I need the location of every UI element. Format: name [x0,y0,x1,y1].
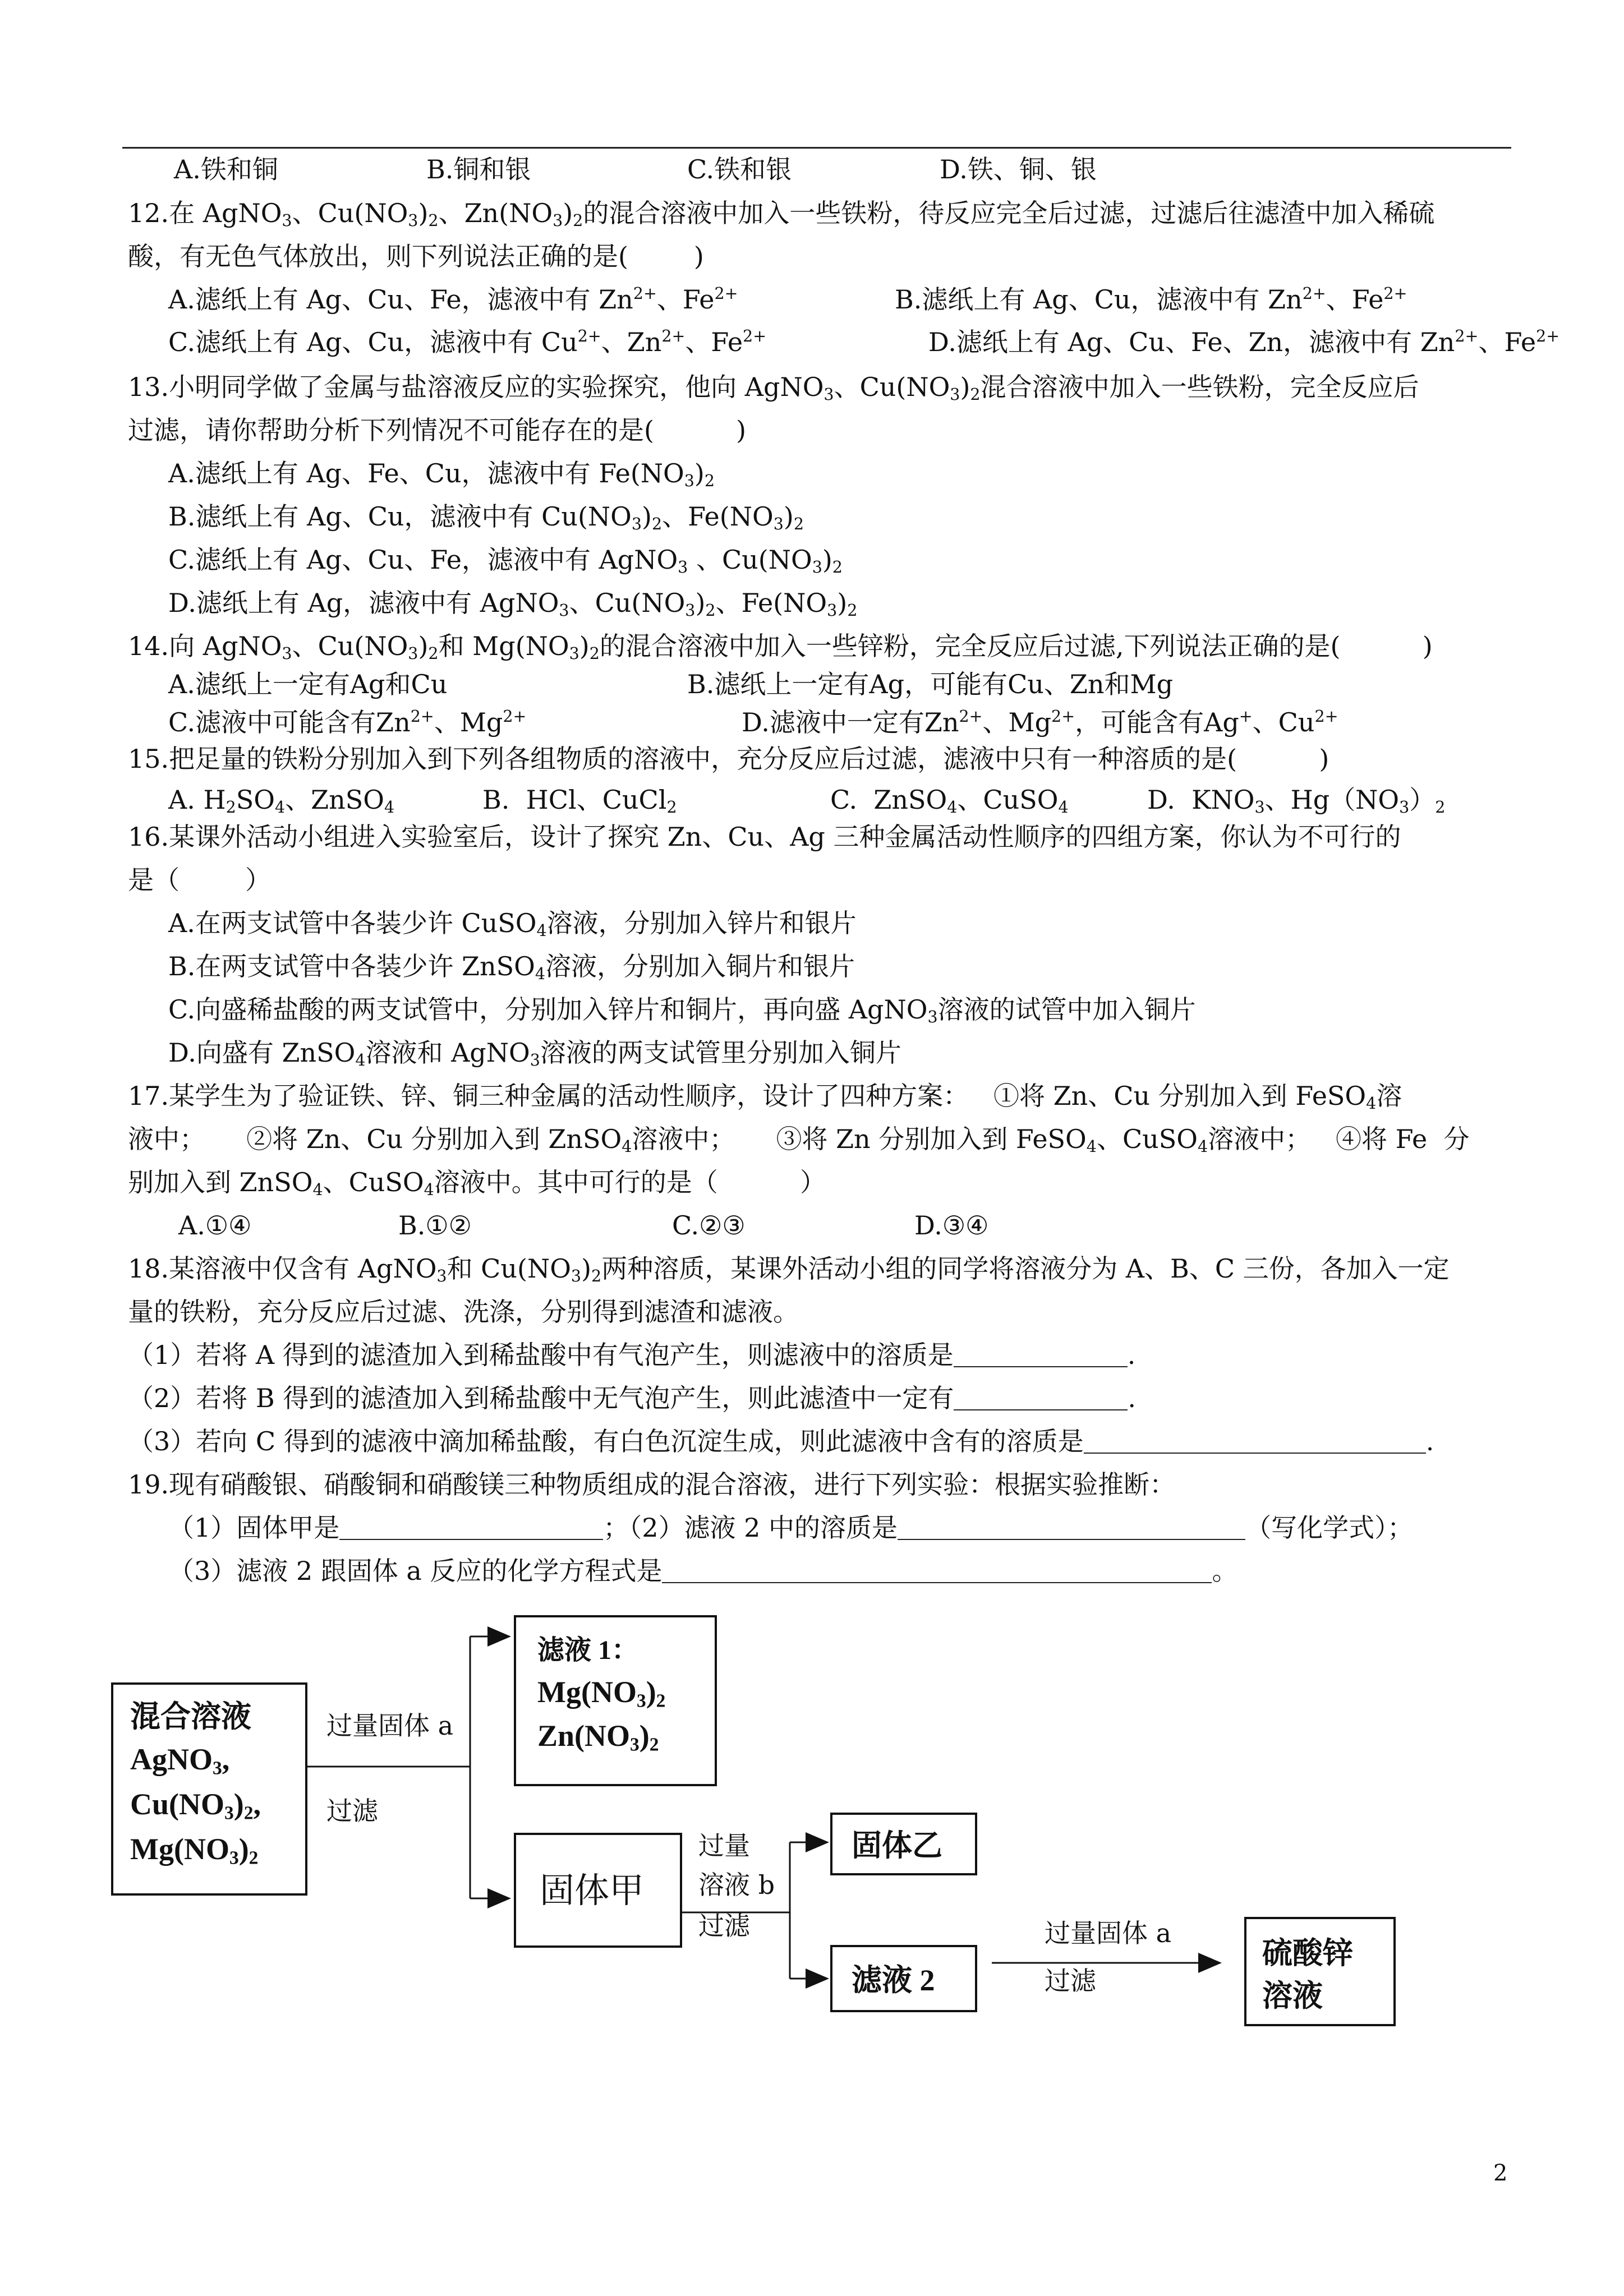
arrow2-label-2: 溶液 b [698,1870,775,1900]
q15-option-a: A. $H_2SO_4$、ZnSO$_4$ [168,785,395,817]
q16-line2: 是（ ） [128,865,271,895]
q11-option-b: B.铜和银 [426,154,531,185]
q19-line1: 19.现有硝酸银、硝酸铜和硝酸镁三种物质组成的混合溶液，进行下列实验：根据实验推断： [128,1469,1176,1500]
zinc-sulfate-line2: 溶液 [1262,1979,1323,2013]
mixed-solution-cuno3: $Cu(NO_3)_2$, [130,1787,261,1824]
q19-answer-blank-1[interactable] [339,1514,603,1540]
q18-sub3: （3）若向 C 得到的滤液中滴加稀盐酸，有白色沉淀生成，则此滤液中含有的溶质是 . [128,1426,1434,1456]
filtrate1-mgno3: $Mg(NO_3)_2$ [537,1675,666,1712]
q13-option-c: C.滤纸上有 Ag、Cu、Fe，滤液中有 AgNO$_3$ 、$Cu(NO_3)_2$ [168,545,843,577]
solid-jia-label: 固体甲 [540,1870,645,1911]
q14-option-d: D.滤液中一定有$Zn^{2+}$、$Mg^{2+}$，可能含有Ag+、$Cu^{2+}$ [742,707,1338,737]
page-number: 2 [1493,2160,1508,2186]
q18-sub1: （1）若将 A 得到的滤渣加入到稀盐酸中有气泡产生，则滤液中的溶质是 . [128,1340,1136,1370]
q13-line1: 13.小明同学做了金属与盐溶液反应的实验探究，他向 AgNO$_3$、$Cu(NO_3)_2$混合溶液中加入一些铁粉，完全反应后 [128,372,1419,404]
q15-option-d: D. $KNO_3$、$Hg(NO_3)_2$ [1147,785,1446,817]
solid-yi-box [830,1813,977,1875]
filtrate1-znno3: $Zn(NO_3)_2$ [537,1719,659,1755]
q11-option-d: D.铁、铜、银 [940,154,1097,185]
zinc-sulfate-line1: 硫酸锌 [1262,1937,1353,1970]
solid-jia-box [514,1833,682,1948]
filtrate2-label: 滤液 2 [852,1963,935,1997]
filtrate2-box [830,1945,977,2012]
q14-option-a: A.滤纸上一定有Ag和Cu [168,669,448,699]
q15-line1: 15.把足量的铁粉分别加入到下列各组物质的溶液中，充分反应后过滤，滤液中只有一种溶质的是( ) [128,744,1329,774]
arrow2-label-3: 过滤 [698,1911,750,1941]
q14-option-c: C.滤液中可能含有$Zn^{2+}$、$Mg^{2+}$ [168,707,527,737]
q12-line1: 12.在 AgNO$_3$、$Cu(NO_3)_2$、$Zn(NO_3)_2$的混合溶液中加入一些铁粉，待反应完全后过滤，过滤后往滤渣中加入稀硫 [128,198,1435,230]
filtrate1-box [514,1615,717,1786]
q19-sub3: （3）滤液 2 跟固体 a 反应的化学方程式是 。 [168,1556,1238,1586]
arrow3-label-top: 过量固体 a [1045,1918,1172,1948]
q18-sub2: （2）若将 B 得到的滤渣加入到稀盐酸中无气泡产生，则此滤渣中一定有 . [128,1383,1136,1413]
q17-option-b: B.①② [398,1210,472,1241]
q12-option-a: A.滤纸上有 Ag、Cu、Fe，滤液中有 $Zn^{2+}$、$Fe^{2+}$ [168,284,738,315]
q14-option-b: B.滤纸上一定有Ag，可能有Cu、Zn和Mg [687,669,1174,699]
q16-option-b: B.在两支试管中各装少许 ZnSO$_4$溶液，分别加入铜片和银片 [168,951,855,984]
mixed-solution-title: 混合溶液 [130,1700,251,1733]
arrow1-label-bottom: 过滤 [326,1796,378,1826]
q18-line1: 18.某溶液中仅含有 AgNO$_3$和 $Cu(NO_3)_2$两种溶质，某课外活动小组的同学将溶液分为 A、B、C 三份，各加入一定 [128,1253,1450,1286]
q17-option-d: D.③④ [914,1210,989,1241]
q12-option-d: D.滤纸上有 Ag、Cu、Fe、Zn，滤液中有 $Zn^{2+}$、$Fe^{2+}$ [928,326,1560,357]
q19-answer-blank-2[interactable] [898,1514,1245,1540]
q15-option-b: B. HCl、CuCl$_2$ [482,785,677,817]
arrow1-label-top: 过量固体 a [326,1711,454,1741]
q17-option-c: C.②③ [672,1210,746,1241]
q17-line3: 别加入到 ZnSO$_4$、CuSO$_4$溶液中。其中可行的是（ ） [128,1167,826,1200]
solid-yi-label: 固体乙 [852,1829,942,1862]
q11-option-a: A.铁和铜 [174,154,278,185]
q17-option-a: A.①④ [178,1210,252,1241]
q18-answer-blank-1[interactable] [954,1341,1128,1367]
q19-sub1: （1）固体甲是 ；（2）滤液 2 中的溶质是 （写化学式）； [168,1513,1414,1543]
mixed-solution-box [111,1682,307,1896]
q16-option-c: C.向盛稀盐酸的两支试管中，分别加入锌片和铜片，再向盛 AgNO$_3$溶液的试管中加入铜片 [168,994,1196,1027]
q17-line1: 17.某学生为了验证铁、锌、铜三种金属的活动性顺序，设计了四种方案： ①将 Zn、Cu 分别加入到 FeSO$_4$溶 [128,1081,1402,1113]
q16-line1: 16.某课外活动小组进入实验室后，设计了探究 Zn、Cu、Ag 三种金属活动性顺序的四组方案，你认为不可行的 [128,822,1401,852]
q12-line2: 酸，有无色气体放出，则下列说法正确的是( ) [128,241,704,271]
q16-option-d: D.向盛有 ZnSO$_4$溶液和 AgNO$_3$溶液的两支试管里分别加入铜片 [168,1038,901,1070]
arrow3-label-bottom: 过滤 [1045,1966,1096,1996]
q13-option-a: A.滤纸上有 Ag、Fe、Cu，滤液中有 $Fe(NO_3)_2$ [168,458,715,491]
q13-option-d: D.滤纸上有 Ag，滤液中有 AgNO$_3$、$Cu(NO_3)_2$、$Fe(NO_3)_2$ [168,588,858,620]
q18-answer-blank-2[interactable] [954,1385,1128,1410]
mixed-solution-mgno3: $Mg(NO_3)_2$ [130,1832,259,1869]
q19-answer-blank-3[interactable] [662,1557,1212,1583]
filtrate1-title: 滤液 1： [537,1635,639,1665]
q12-option-c: C.滤纸上有 Ag、Cu，滤液中有 $Cu^{2+}$、$Zn^{2+}$、$Fe^{2+}$ [168,326,767,357]
q16-option-a: A.在两支试管中各装少许 CuSO$_4$溶液，分别加入锌片和银片 [168,908,857,940]
q11-option-c: C.铁和银 [687,154,792,185]
q17-line2: 液中； ②将 Zn、Cu 分别加入到 ZnSO$_4$溶液中； ③将 Zn 分别加入到 FeSO$_4$、CuSO$_4$溶液中； ④将 Fe 分 [128,1124,1470,1156]
q18-answer-blank-3[interactable] [1084,1428,1426,1454]
q13-option-b: B.滤纸上有 Ag、Cu，滤液中有 $Cu(NO_3)_2$、$Fe(NO_3)_2$ [168,501,804,534]
q18-line2: 量的铁粉，充分反应后过滤、洗涤，分别得到滤渣和滤液。 [128,1297,799,1327]
zinc-sulfate-box [1244,1917,1396,2026]
header-rule [122,147,1511,149]
arrow2-label-1: 过量 [698,1831,750,1861]
q15-option-c: C. ZnSO$_4$、CuSO$_4$ [830,785,1069,817]
q12-option-b: B.滤纸上有 Ag、Cu，滤液中有 $Zn^{2+}$、$Fe^{2+}$ [895,284,1407,315]
q14-line1: 14.向 AgNO$_3$、$Cu(NO_3)_2$和 $Mg(NO_3)_2$的混合溶液中加入一些锌粉，完全反应后过滤,下列说法正确的是( ) [128,631,1433,663]
mixed-solution-agno3: AgNO$_3$, [130,1742,230,1779]
q13-line2: 过滤，请你帮助分析下列情况不可能存在的是( ) [128,415,747,445]
